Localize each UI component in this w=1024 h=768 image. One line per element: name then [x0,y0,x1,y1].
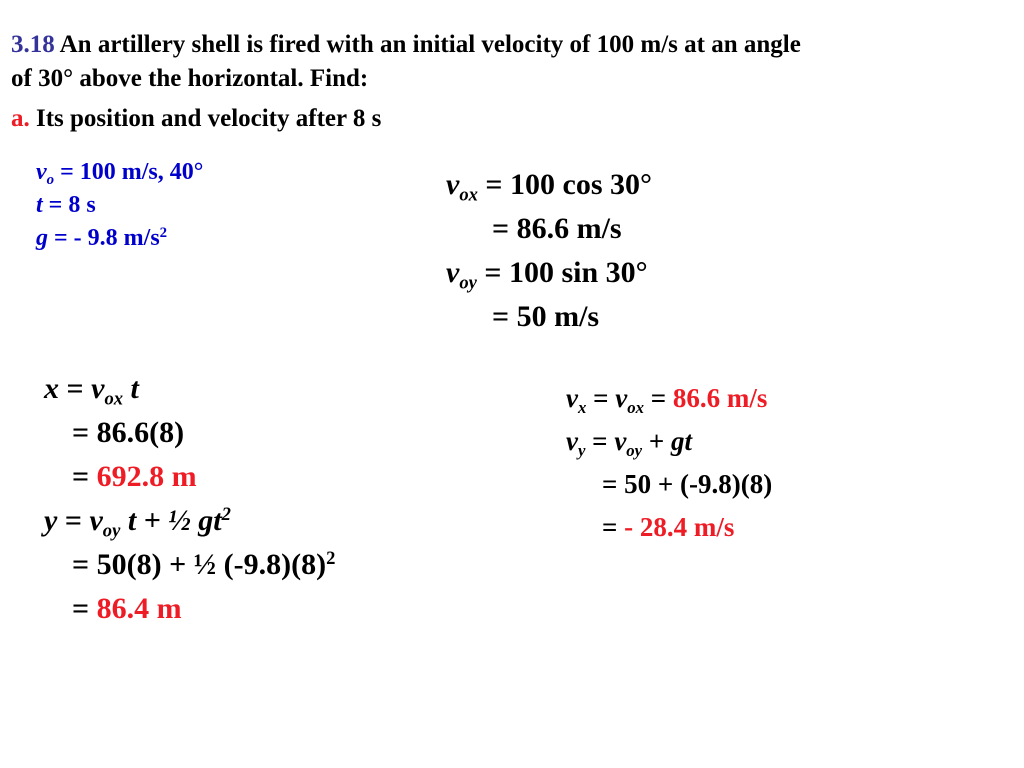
y-result: = 86.4 m [72,592,182,625]
given-t: t = 8 s [36,192,96,218]
vy-equation: $v_y = v_{oy}$ + gt [566,426,692,460]
part-label: a. [11,105,30,132]
problem-statement-line1: An artillery shell is fired with an initial velocity of 100 m/s at an angle [59,31,801,58]
y-answer: 86.4 m [96,592,182,625]
position-equations [44,367,335,631]
velocity-equations [566,377,772,549]
given-values [36,156,203,255]
x-answer: 692.8 m [96,460,197,493]
voy-result: = 50 m/s [492,300,600,333]
x-result: = 692.8 m [72,460,197,493]
y-equation: $y = v_{oy}$ t + ½ $gt^2$ [44,503,231,542]
x-equation: $x = v_{ox}$ t [44,372,139,410]
problem-statement-line2: of 30° above the horizontal. Find: [11,65,369,92]
problem-part [11,102,381,136]
given-v0: $v_o = 100$ m/s, 40° [36,159,204,189]
voy-equation: $v_{oy} = 100$ sin 30° [446,256,648,294]
vox-equation: $v_{ox} = 100$ cos 30° [446,168,653,206]
vy-result: = - 28.4 m/s [602,512,735,542]
y-step: = 50(8) + ½ $(-9.8)(8)^2$ [72,547,336,581]
initial-components [446,163,652,339]
vx-answer: 86.6 m/s [672,383,768,413]
vx-equation: $v_x = v_{ox} = 86.6$ m/s [566,383,768,417]
given-g: g = - 9.8 $m/s^2$ [36,224,168,251]
vy-step: = 50 + (-9.8)(8) [602,469,773,499]
vy-answer: - 28.4 m/s [624,512,735,542]
vox-result: = 86.6 m/s [492,212,622,245]
problem-title [11,28,801,62]
problem-number: 3.18 [11,31,55,58]
part-text: Its position and velocity after 8 s [36,105,382,132]
x-step: = 86.6(8) [72,416,185,449]
